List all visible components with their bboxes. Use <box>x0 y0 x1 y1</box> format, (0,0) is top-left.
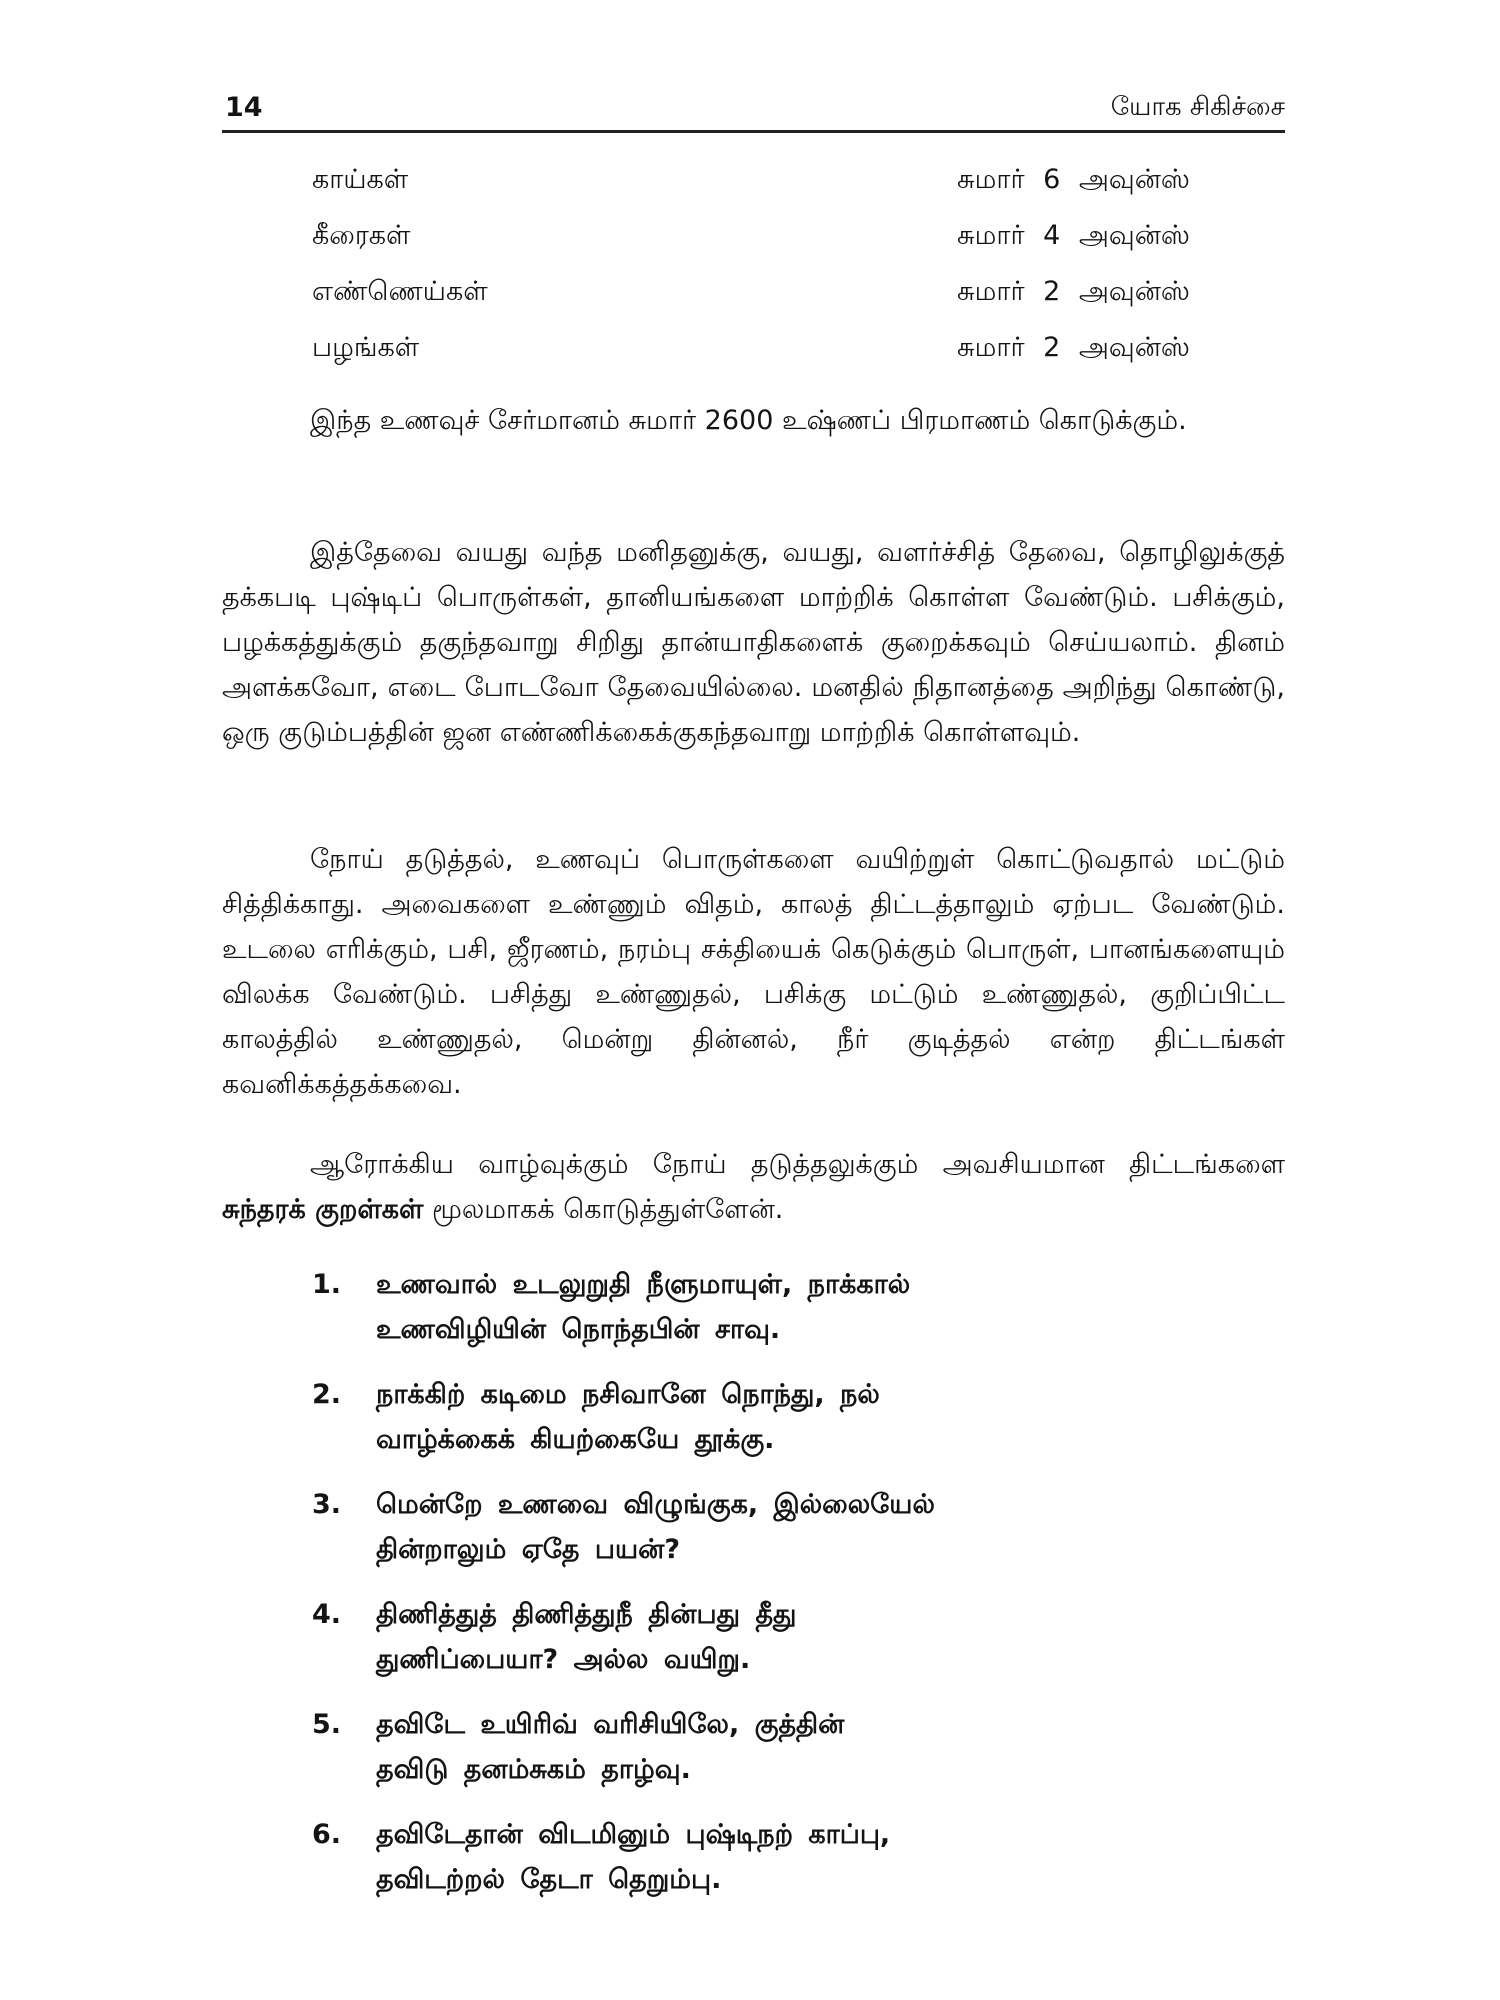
verse-line-2: துணிப்பையா? அல்ல வயிறு. <box>376 1644 751 1675</box>
verse-number: 5. <box>312 1709 342 1740</box>
kural-verse-list <box>312 1262 1212 1922</box>
running-title: யோக சிகிச்சை <box>1110 92 1285 122</box>
verse-line-2: உணவிழியின் நொந்தபின் சாவு. <box>376 1314 781 1345</box>
intro-text: ஆரோக்கிய வாழ்வுக்கும் நோய் தடுத்தலுக்கும் அவசியமான திட்டங்களை <box>310 1149 1285 1180</box>
paragraph-kural-intro <box>222 1142 1285 1232</box>
verse-item <box>312 1592 1212 1702</box>
verse-line-1: தவிடே உயிரிவ் வரிசியிலே, குத்தின் <box>376 1709 845 1740</box>
verse-item <box>312 1702 1212 1812</box>
verse-item <box>312 1482 1212 1592</box>
header-divider <box>222 130 1285 133</box>
kural-title-emphasis: சுந்தரக் குறள்கள் <box>222 1194 424 1225</box>
food-item: கீரைகள் <box>312 220 411 251</box>
verse-line-1: மென்றே உணவை விழுங்குக, இல்லையேல் <box>376 1489 935 1520</box>
verse-line-2: வாழ்க்கைக் கியற்கையே தூக்கு. <box>376 1424 775 1455</box>
verse-line-2: தவிடு தனம்சுகம் தாழ்வு. <box>376 1754 691 1785</box>
list-item <box>312 272 1272 328</box>
verse-line-2: தவிடற்றல் தேடா தெறும்பு. <box>376 1864 722 1895</box>
food-amount: சுமார் 6 அவுன்ஸ் <box>957 164 1190 195</box>
verse-number: 3. <box>312 1489 342 1520</box>
list-item <box>312 160 1272 216</box>
verse-line-1: உணவால் உடலுறுதி நீளுமாயுள், நாக்கால் <box>376 1269 911 1300</box>
verse-line-2: தின்றாலும் ஏதே பயன்? <box>376 1534 680 1565</box>
food-amount: சுமார் 4 அவுன்ஸ் <box>957 220 1190 251</box>
list-item <box>312 216 1272 272</box>
verse-line-1: திணித்துத் திணித்துநீ தின்பது தீது <box>376 1599 797 1630</box>
food-item: பழங்கள் <box>312 332 420 363</box>
verse-item <box>312 1812 1212 1922</box>
list-item <box>312 328 1272 384</box>
paragraph-calorie-note: இந்த உணவுச் சேர்மானம் சுமார் 2600 உஷ்ணப் பிரமாணம் கொடுக்கும். <box>310 405 1187 436</box>
page-number: 14 <box>225 92 263 123</box>
food-amount: சுமார் 2 அவுன்ஸ் <box>957 276 1190 307</box>
paragraph-disease-prevention: நோய் தடுத்தல், உணவுப் பொருள்களை வயிற்றுள் கொட்டுவதால் மட்டும் சித்திக்காது. அவைகளை உண்ணும் விதம், காலத் திட்டத்தாலும் ஏற்பட வேண்டும். உடலை எரிக்கும், பசி, ஜீரணம், நரம்பு சக்தியைக் கெடுக்கும் பொருள், பானங்களையும் விலக்க வேண்டும். பசித்து உண்ணுதல், பசிக்கு மட்டும் உண்ணுதல், குறிப்பிட்ட காலத்தில் உண்ணுதல், மென்று தின்னல், நீர் குடித்தல் என்ற திட்டங்கள் கவனிக்கத்தக்கவை. <box>222 844 1285 1100</box>
verse-number: 4. <box>312 1599 342 1630</box>
verse-number: 1. <box>312 1269 342 1300</box>
intro-text-end: மூலமாகக் கொடுத்துள்ளேன். <box>423 1194 784 1225</box>
food-item: காய்கள் <box>312 164 409 195</box>
verse-number: 6. <box>312 1819 342 1850</box>
food-amount: சுமார் 2 அவுன்ஸ் <box>957 332 1190 363</box>
verse-line-1: நாக்கிற் கடிமை நசிவானே நொந்து, நல் <box>376 1379 880 1410</box>
verse-number: 2. <box>312 1379 342 1410</box>
verse-item <box>312 1372 1212 1482</box>
paragraph-adjustment: இத்தேவை வயது வந்த மனிதனுக்கு, வயது, வளர்ச்சித் தேவை, தொழிலுக்குத் தக்கபடி புஷ்டிப் பொருள்கள், தானியங்களை மாற்றிக் கொள்ள வேண்டும். பசிக்கும், பழக்கத்துக்கும் தகுந்தவாறு சிறிது தான்யாதிகளைக் குறைக்கவும் செய்யலாம். தினம் அளக்கவோ, எடை போடவோ தேவையில்லை. மனதில் நிதானத்தை அறிந்து கொண்டு, ஒரு குடும்பத்தின் ஜன எண்ணிக்கைக்குகந்தவாறு மாற்றிக் கொள்ளவும். <box>222 537 1285 748</box>
page-header <box>222 88 1285 132</box>
food-quantity-list <box>312 160 1272 384</box>
verse-item <box>312 1262 1212 1372</box>
food-item: எண்ணெய்கள் <box>312 276 488 307</box>
verse-line-1: தவிடேதான் விடமினும் புஷ்டிநற் காப்பு, <box>376 1819 891 1850</box>
